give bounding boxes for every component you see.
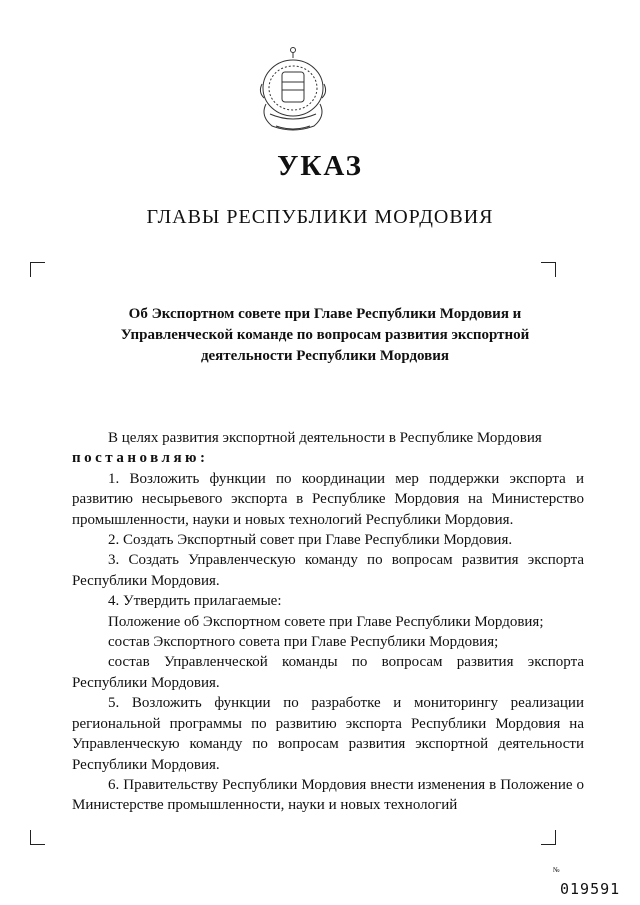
paragraph-2: 2. Создать Экспортный совет при Главе Республики Мордовия. (108, 532, 513, 549)
paragraph-4a: Положение об Экспортном совете при Главе Республики Мордовия; (108, 613, 544, 630)
corner-mark-bottom-right (541, 830, 556, 845)
paragraph-4c: состав Управленческой команды по вопросам развития экспорта Республики Мордовия. (72, 654, 584, 691)
paragraph-6: 6. Правительству Республики Мордовия внести изменения в Положение о Министерстве промышленности, науки и новых технологий (72, 776, 584, 814)
registration-label: № (553, 866, 560, 874)
document-title: УКАЗ (277, 150, 363, 182)
intro-paragraph: В целях развития экспортной деятельности в Республике Мордовия (108, 430, 542, 446)
corner-mark-top-left (30, 262, 45, 277)
heading-line: Управленческой команде по вопросам развития экспортной (120, 327, 530, 343)
decree-heading (90, 304, 560, 367)
paragraph-1: 1. Возложить функции по координации мер поддержки экспорта и развитию несырьевого экспорта в Республике Мордовия на Министерство промышленности, науки и новых технологий Республики Мордовия. (72, 470, 584, 528)
coat-of-arms-icon (252, 44, 334, 136)
heading-line: Об Экспортном совете при Главе Республики Мордовия и (128, 306, 522, 322)
paragraph-3: 3. Создать Управленческую команду по вопросам развития экспорта Республики Мордовия. (72, 552, 584, 589)
decree-body (72, 428, 584, 816)
corner-mark-top-right (541, 262, 556, 277)
paragraph-5: 5. Возложить функции по разработке и мониторингу реализации региональной программы по развитию экспорта Республики Мордовия на Управленческую команду по вопросам развития экспортной деятельности Республики Мордовия. (72, 695, 584, 773)
corner-mark-bottom-left (30, 830, 45, 845)
registration-number: 019591 (560, 880, 621, 898)
heading-line: деятельности Республики Мордовия (200, 348, 450, 364)
decree-word-text: постановляю: (72, 450, 209, 467)
decree-word (72, 448, 584, 468)
paragraph-4b: состав Экспортного совета при Главе Республики Мордовия; (108, 634, 499, 651)
document-subtitle: ГЛАВЫ РЕСПУБЛИКИ МОРДОВИЯ (146, 206, 494, 228)
paragraph-4: 4. Утвердить прилагаемые: (108, 593, 282, 610)
